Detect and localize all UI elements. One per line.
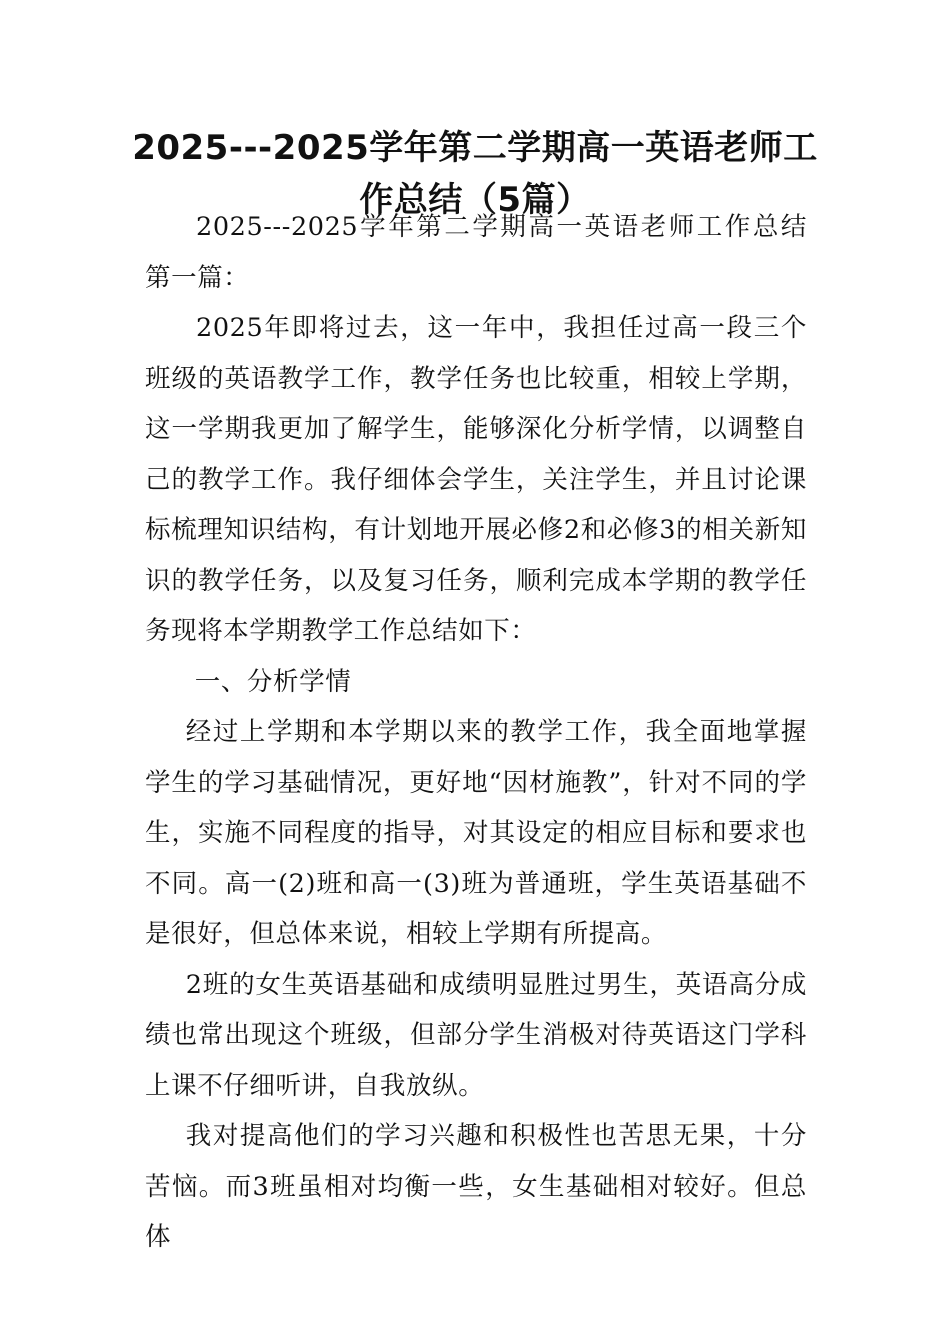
body-paragraph: 2班的女生英语基础和成绩明显胜过男生，英语高分成绩也常出现这个班级，但部分学生消极对待英语这门学科上课不仔细听讲，自我放纵。 [145, 969, 807, 1101]
document-body [145, 202, 807, 1263]
section-intro-paragraph: 2025---2025学年第二学期高一英语老师工作总结 第一篇： [145, 212, 807, 293]
document-title: 2025---2025学年第二学期高一英语老师工作总结（5篇） [132, 128, 818, 220]
section-heading: 一、分析学情 [194, 666, 352, 697]
body-paragraph: 经过上学期和本学期以来的教学工作，我全面地掌握学生的学习基础情况，更好地“因材施教”，针对不同的学生，实施不同程度的指导，对其设定的相应目标和要求也不同。高一(2)班和高一(3)班为普通班，学生英语基础不是很好，但总体来说，相较上学期有所提高。 [145, 717, 807, 949]
body-paragraph: 我对提高他们的学习兴趣和积极性也苦思无果，十分苦恼。而3班虽相对均衡一些，女生基础相对较好。但总体 [145, 1121, 807, 1252]
body-paragraph: 2025年即将过去，这一年中，我担任过高一段三个班级的英语教学工作，教学任务也比较重，相较上学期，这一学期我更加了解学生，能够深化分析学情，以调整自己的教学工作。我仔细体会学生，关注学生，并且讨论课标梳理知识结构，有计划地开展必修2和必修3的相关新知识的教学任务，以及复习任务，顺利完成本学期的教学任务现将本学期教学工作总结如下： [145, 313, 807, 646]
